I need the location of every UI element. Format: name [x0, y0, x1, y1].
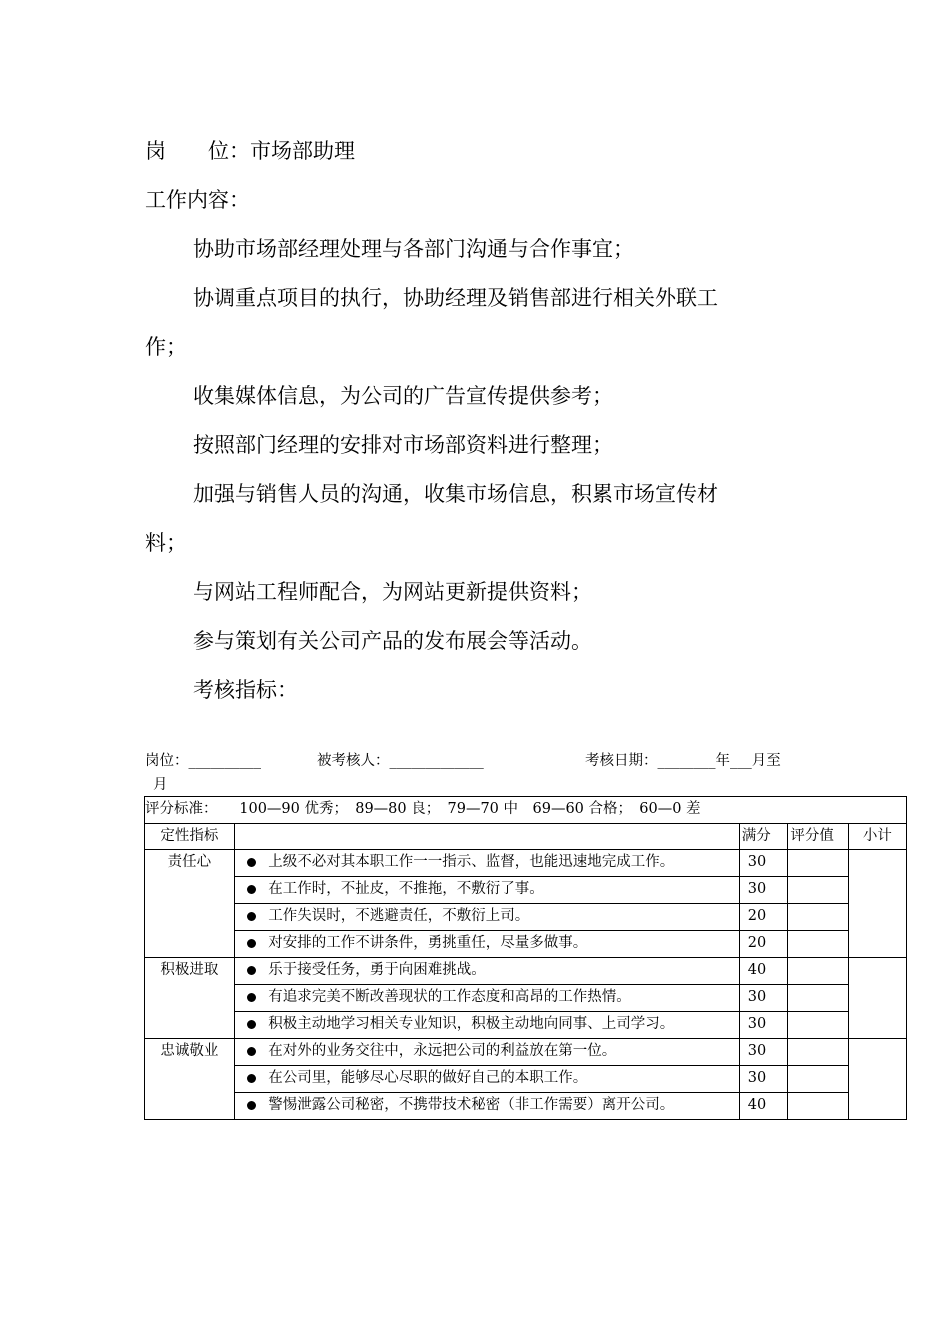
indicator-category: 责任心: [145, 850, 235, 958]
bullet-cell: [234, 958, 268, 985]
duty-item-continued: 料；: [145, 531, 187, 555]
table-row: [145, 850, 907, 877]
indicator-item: 在工作时，不扯皮，不推拖，不敷衍了事。: [268, 877, 739, 904]
form-date-field: 考核日期：________年___月至: [585, 753, 781, 769]
bullet-icon: [247, 993, 256, 1002]
bullet-icon: [247, 885, 256, 894]
table-row: [145, 985, 907, 1012]
table-row: [145, 1039, 907, 1066]
full-score: 30: [739, 1039, 788, 1066]
bullet-icon: [247, 1020, 256, 1029]
indicator-item: 有追求完美不断改善现状的工作态度和高昂的工作热情。: [268, 985, 739, 1012]
table-row: [145, 1066, 907, 1093]
table-row: [145, 1012, 907, 1039]
full-score: 30: [739, 877, 788, 904]
duty-item: 协调重点项目的执行，协助经理及销售部进行相关外联工: [193, 286, 718, 310]
indicator-item: 对安排的工作不讲条件，勇挑重任，尽量多做事。: [268, 931, 739, 958]
bullet-cell: [234, 1012, 268, 1039]
duty-item: 与网站工程师配合，为网站更新提供资料；: [193, 580, 592, 604]
indicator-item: 在对外的业务交往中，永远把公司的利益放在第一位。: [268, 1039, 739, 1066]
score-input[interactable]: [788, 877, 848, 904]
score-input[interactable]: [788, 1012, 848, 1039]
full-score: 30: [739, 985, 788, 1012]
form-position-field: 岗位：__________: [145, 753, 261, 769]
full-score: 20: [739, 904, 788, 931]
score-input[interactable]: [788, 1066, 848, 1093]
full-score: 30: [739, 1066, 788, 1093]
job-description: [145, 127, 825, 715]
duty-item-continued: 作；: [145, 335, 187, 359]
bullet-cell: [234, 1066, 268, 1093]
score-input[interactable]: [788, 1093, 848, 1120]
position-value: 市场部助理: [250, 139, 355, 163]
header-subtotal: 小计: [848, 824, 906, 850]
scoring-standard: 评分标准： 100—90 优秀； 89—80 良； 79—70 中 69—60 合格； 60—0 差: [145, 797, 907, 824]
bullet-cell: [234, 850, 268, 877]
duty-item: 按照部门经理的安排对市场部资料进行整理；: [193, 433, 613, 457]
indicator-item: 积极主动地学习相关专业知识，积极主动地向同事、上司学习。: [268, 1012, 739, 1039]
indicator-item: 在公司里，能够尽心尽职的做好自己的本职工作。: [268, 1066, 739, 1093]
position-label: 岗 位：: [145, 139, 250, 163]
score-input[interactable]: [788, 1039, 848, 1066]
bullet-cell: [234, 1039, 268, 1066]
work-content-label: 工作内容：: [145, 188, 250, 212]
score-input[interactable]: [788, 985, 848, 1012]
score-input[interactable]: [788, 958, 848, 985]
bullet-cell: [234, 931, 268, 958]
position-line: [145, 127, 825, 176]
duty-item: 参与策划有关公司产品的发布展会等活动。: [193, 629, 592, 653]
table-row: [145, 904, 907, 931]
duty-item: 收集媒体信息，为公司的广告宣传提供参考；: [193, 384, 613, 408]
bullet-cell: [234, 904, 268, 931]
subtotal-input[interactable]: [848, 1039, 906, 1120]
full-score: 20: [739, 931, 788, 958]
duty-list: [145, 225, 825, 666]
header-indicator: 定性指标: [145, 824, 235, 850]
score-input[interactable]: [788, 850, 848, 877]
duty-item: 加强与销售人员的沟通，收集市场信息，积累市场宣传材: [193, 482, 718, 506]
table-row: [145, 1093, 907, 1120]
table-header-row: [145, 824, 907, 850]
bullet-icon: [247, 1047, 256, 1056]
bullet-icon: [247, 1101, 256, 1110]
full-score: 40: [739, 1093, 788, 1120]
full-score: 40: [739, 958, 788, 985]
full-score: 30: [739, 1012, 788, 1039]
assessment-table: [144, 796, 907, 1120]
table-row: [145, 958, 907, 985]
score-input[interactable]: [788, 904, 848, 931]
table-row: [145, 877, 907, 904]
duty-item: 协助市场部经理处理与各部门沟通与合作事宜；: [193, 237, 634, 261]
bullet-icon: [247, 966, 256, 975]
form-date-continued: 月: [153, 777, 168, 793]
header-blank: [234, 824, 739, 850]
bullet-icon: [247, 912, 256, 921]
bullet-cell: [234, 877, 268, 904]
score-input[interactable]: [788, 931, 848, 958]
full-score: 30: [739, 850, 788, 877]
indicator-item: 工作失误时，不逃避责任，不敷衍上司。: [268, 904, 739, 931]
bullet-cell: [234, 985, 268, 1012]
bullet-cell: [234, 1093, 268, 1120]
assessment-label: 考核指标：: [193, 678, 298, 702]
indicator-item: 警惕泄露公司秘密，不携带技术秘密（非工作需要）离开公司。: [268, 1093, 739, 1120]
bullet-icon: [247, 1074, 256, 1083]
indicator-category: 积极进取: [145, 958, 235, 1039]
subtotal-input[interactable]: [848, 850, 906, 958]
indicator-item: 上级不必对其本职工作一一指示、监督，也能迅速地完成工作。: [268, 850, 739, 877]
bullet-icon: [247, 858, 256, 867]
table-row: [145, 931, 907, 958]
bullet-icon: [247, 939, 256, 948]
header-score: 评分值: [788, 824, 848, 850]
indicator-item: 乐于接受任务，勇于向困难挑战。: [268, 958, 739, 985]
subtotal-input[interactable]: [848, 958, 906, 1039]
header-full: 满分: [739, 824, 788, 850]
form-assessee-field: 被考核人：_____________: [317, 753, 484, 769]
indicator-category: 忠诚敬业: [145, 1039, 235, 1120]
scoring-standard-row: [145, 797, 907, 824]
